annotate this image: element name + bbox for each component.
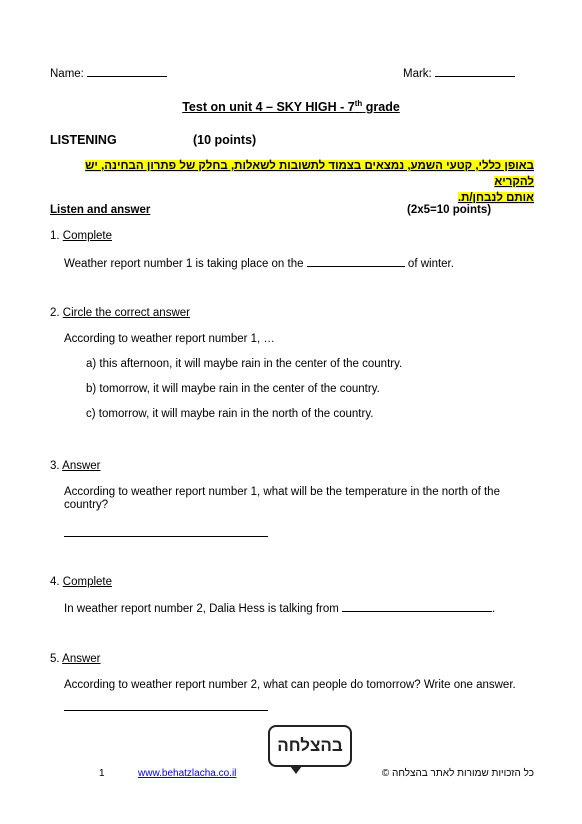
question-2-option-a[interactable]: a) this afternoon, it will maybe rain in the center of the country.	[86, 358, 403, 370]
name-blank[interactable]	[87, 66, 167, 77]
hebrew-instructions: באופן כללי, קטעי השמע, נמצאים בצמוד לתשובות לשאלות, בחלק של פתרון הבחינה, יש להקריא אותם לנבחן/ת.	[85, 160, 534, 204]
copyright-text: כל הזכויות שמורות לאתר בהצלחה ©	[381, 768, 534, 779]
question-2-heading: 2. Circle the correct answer	[50, 307, 190, 319]
question-1-heading: 1. Complete	[50, 230, 113, 242]
question-4-blank[interactable]	[342, 601, 492, 612]
name-label: Name:	[50, 68, 84, 80]
question-1-blank[interactable]	[307, 256, 405, 267]
question-1-text: Weather report number 1 is taking place on the of winter.	[64, 258, 454, 270]
page-number: 1	[99, 768, 105, 779]
section-title: LISTENING	[50, 133, 117, 147]
mark-blank[interactable]	[435, 66, 515, 77]
question-2-option-c[interactable]: c) tomorrow, it will maybe rain in the north of the country.	[86, 408, 374, 420]
question-5-answer-line[interactable]	[64, 710, 268, 711]
question-5-heading: 5. Answer	[50, 653, 101, 665]
question-5-text: According to weather report number 2, what can people do tomorrow? Write one answer.	[64, 679, 516, 691]
mark-label: Mark:	[403, 68, 432, 80]
question-2-option-b[interactable]: b) tomorrow, it will maybe rain in the center of the country.	[86, 383, 380, 395]
page-title: Test on unit 4 – SKY HIGH - 7th grade	[182, 99, 400, 115]
behatzlacha-logo: בהצלחה	[268, 725, 352, 767]
logo-speech-tail	[290, 766, 302, 774]
question-4-text: In weather report number 2, Dalia Hess is talking from .	[64, 603, 496, 615]
footer-link[interactable]: www.behatzlacha.co.il	[138, 768, 237, 779]
question-3-heading: 3. Answer	[50, 460, 101, 472]
question-3-text-line2: country?	[64, 499, 109, 511]
name-field	[50, 66, 167, 80]
mark-field	[403, 66, 515, 80]
question-4-heading: 4. Complete	[50, 576, 113, 588]
listen-subtitle: Listen and answer	[50, 204, 151, 216]
section-points: (10 points)	[193, 133, 257, 147]
question-3-answer-line[interactable]	[64, 536, 268, 537]
listen-points: (2x5=10 points)	[407, 204, 492, 216]
question-2-stem: According to weather report number 1, …	[64, 333, 275, 345]
question-3-text-line1: According to weather report number 1, what will be the temperature in the north of the	[64, 486, 500, 498]
